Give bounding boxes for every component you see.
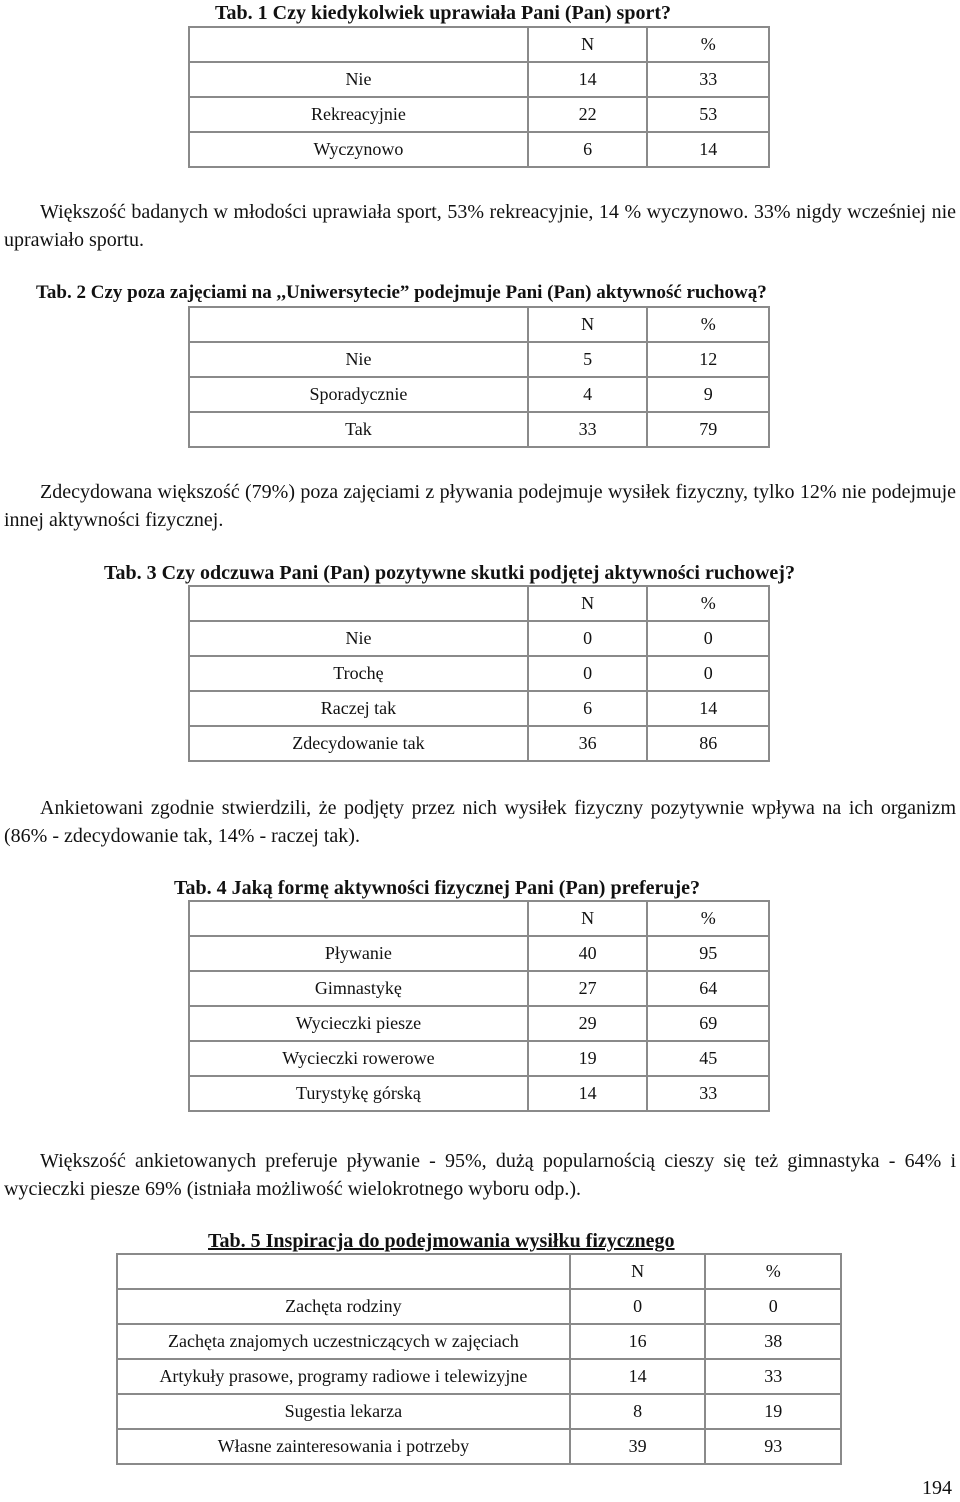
table-row — [117, 1324, 841, 1359]
row-label: Rekreacyjnie — [189, 97, 528, 132]
table-row — [189, 1076, 769, 1111]
row-n: 14 — [528, 1076, 648, 1111]
header-percent-cell: % — [647, 307, 769, 342]
row-percent: 64 — [647, 971, 769, 1006]
table-5-title: Tab. 5 Inspiracja do podejmowania wysiłku fizycznego — [208, 1230, 675, 1252]
row-percent: 14 — [647, 691, 769, 726]
row-percent: 69 — [647, 1006, 769, 1041]
row-label: Pływanie — [189, 936, 528, 971]
row-label: Wycieczki piesze — [189, 1006, 528, 1041]
table-3-title: Tab. 3 Czy odczuwa Pani (Pan) pozytywne skutki podjętej aktywności ruchowej? — [104, 562, 795, 584]
header-n-cell: N — [528, 586, 648, 621]
row-label: Turystykę górską — [189, 1076, 528, 1111]
table-row — [189, 342, 769, 377]
row-label: Sporadycznie — [189, 377, 528, 412]
table-row — [189, 1041, 769, 1076]
table-row — [189, 971, 769, 1006]
row-n: 6 — [528, 691, 648, 726]
row-label: Tak — [189, 412, 528, 447]
row-label: Zachęta rodziny — [117, 1289, 570, 1324]
row-label: Nie — [189, 62, 528, 97]
table-row — [189, 691, 769, 726]
row-n: 6 — [528, 132, 648, 167]
table-header-row — [117, 1254, 841, 1289]
table-row — [117, 1289, 841, 1324]
row-percent: 0 — [647, 621, 769, 656]
table-row — [189, 936, 769, 971]
row-n: 4 — [528, 377, 648, 412]
row-label: Zdecydowanie tak — [189, 726, 528, 761]
row-n: 36 — [528, 726, 648, 761]
row-label: Nie — [189, 621, 528, 656]
header-n-cell: N — [528, 901, 648, 936]
table-row — [189, 62, 769, 97]
table-3-summary: Ankietowani zgodnie stwierdzili, że podjęty przez nich wysiłek fizyczny pozytywnie wpływa na ich organizm (86% - zdecydowanie tak, 14% - raczej tak). — [4, 797, 956, 847]
table-header-row — [189, 901, 769, 936]
row-n: 8 — [570, 1394, 706, 1429]
table-row — [117, 1429, 841, 1464]
row-percent: 38 — [705, 1324, 841, 1359]
row-label: Raczej tak — [189, 691, 528, 726]
row-percent: 79 — [647, 412, 769, 447]
header-n-cell: N — [528, 27, 648, 62]
row-n: 0 — [570, 1289, 706, 1324]
page-number: 194 — [922, 1477, 952, 1499]
table-1 — [188, 26, 770, 168]
row-percent: 0 — [705, 1289, 841, 1324]
row-n: 22 — [528, 97, 648, 132]
header-label-cell — [189, 307, 528, 342]
row-label: Trochę — [189, 656, 528, 691]
row-n: 33 — [528, 412, 648, 447]
row-percent: 12 — [647, 342, 769, 377]
header-percent-cell: % — [647, 27, 769, 62]
table-5 — [116, 1253, 842, 1465]
row-label: Artykuły prasowe, programy radiowe i telewizyjne — [117, 1359, 570, 1394]
row-n: 14 — [528, 62, 648, 97]
header-percent-cell: % — [647, 586, 769, 621]
table-header-row — [189, 307, 769, 342]
table-2-title: Tab. 2 Czy poza zajęciami na ,,Uniwersytecie” podejmuje Pani (Pan) aktywność ruchową? — [36, 282, 767, 303]
row-n: 16 — [570, 1324, 706, 1359]
row-percent: 19 — [705, 1394, 841, 1429]
table-1-title: Tab. 1 Czy kiedykolwiek uprawiała Pani (Pan) sport? — [215, 2, 671, 24]
table-row — [117, 1394, 841, 1429]
row-label: Sugestia lekarza — [117, 1394, 570, 1429]
table-row — [189, 656, 769, 691]
row-n: 39 — [570, 1429, 706, 1464]
header-label-cell — [189, 901, 528, 936]
table-2-summary: Zdecydowana większość (79%) poza zajęciami z pływania podejmuje wysiłek fizyczny, tylko 12% nie podejmuje innej aktywności fizycznej. — [4, 481, 956, 531]
table-4-title: Tab. 4 Jaką formę aktywności fizycznej Pani (Pan) preferuje? — [174, 877, 701, 899]
table-row — [117, 1359, 841, 1394]
row-percent: 86 — [647, 726, 769, 761]
table-1-summary: Większość badanych w młodości uprawiała sport, 53% rekreacyjnie, 14 % wyczynowo. 33% nigdy wcześniej nie uprawiało sportu. — [4, 201, 956, 251]
row-n: 27 — [528, 971, 648, 1006]
row-n: 0 — [528, 621, 648, 656]
row-label: Gimnastykę — [189, 971, 528, 1006]
header-percent-cell: % — [705, 1254, 841, 1289]
table-2 — [188, 306, 770, 448]
row-percent: 14 — [647, 132, 769, 167]
header-n-cell: N — [528, 307, 648, 342]
row-percent: 95 — [647, 936, 769, 971]
row-label: Zachęta znajomych uczestniczących w zajęciach — [117, 1324, 570, 1359]
table-row — [189, 132, 769, 167]
table-4 — [188, 900, 770, 1112]
table-row — [189, 377, 769, 412]
row-percent: 0 — [647, 656, 769, 691]
row-label: Własne zainteresowania i potrzeby — [117, 1429, 570, 1464]
row-n: 5 — [528, 342, 648, 377]
row-percent: 45 — [647, 1041, 769, 1076]
header-label-cell — [117, 1254, 570, 1289]
header-n-cell: N — [570, 1254, 706, 1289]
row-percent: 93 — [705, 1429, 841, 1464]
table-row — [189, 1006, 769, 1041]
table-row — [189, 726, 769, 761]
row-n: 19 — [528, 1041, 648, 1076]
row-percent: 33 — [647, 62, 769, 97]
row-n: 40 — [528, 936, 648, 971]
row-percent: 33 — [705, 1359, 841, 1394]
table-row — [189, 621, 769, 656]
table-row — [189, 412, 769, 447]
table-header-row — [189, 27, 769, 62]
header-percent-cell: % — [647, 901, 769, 936]
row-n: 0 — [528, 656, 648, 691]
header-label-cell — [189, 27, 528, 62]
header-label-cell — [189, 586, 528, 621]
row-n: 29 — [528, 1006, 648, 1041]
row-label: Wyczynowo — [189, 132, 528, 167]
row-percent: 33 — [647, 1076, 769, 1111]
row-n: 14 — [570, 1359, 706, 1394]
table-3 — [188, 585, 770, 762]
table-header-row — [189, 586, 769, 621]
row-percent: 53 — [647, 97, 769, 132]
row-percent: 9 — [647, 377, 769, 412]
row-label: Nie — [189, 342, 528, 377]
table-row — [189, 97, 769, 132]
table-4-summary: Większość ankietowanych preferuje pływanie - 95%, dużą popularnością cieszy się też gimnastyka - 64% i wycieczki piesze 69% (istniała możliwość wielokrotnego wyboru odp.). — [4, 1150, 956, 1200]
row-label: Wycieczki rowerowe — [189, 1041, 528, 1076]
